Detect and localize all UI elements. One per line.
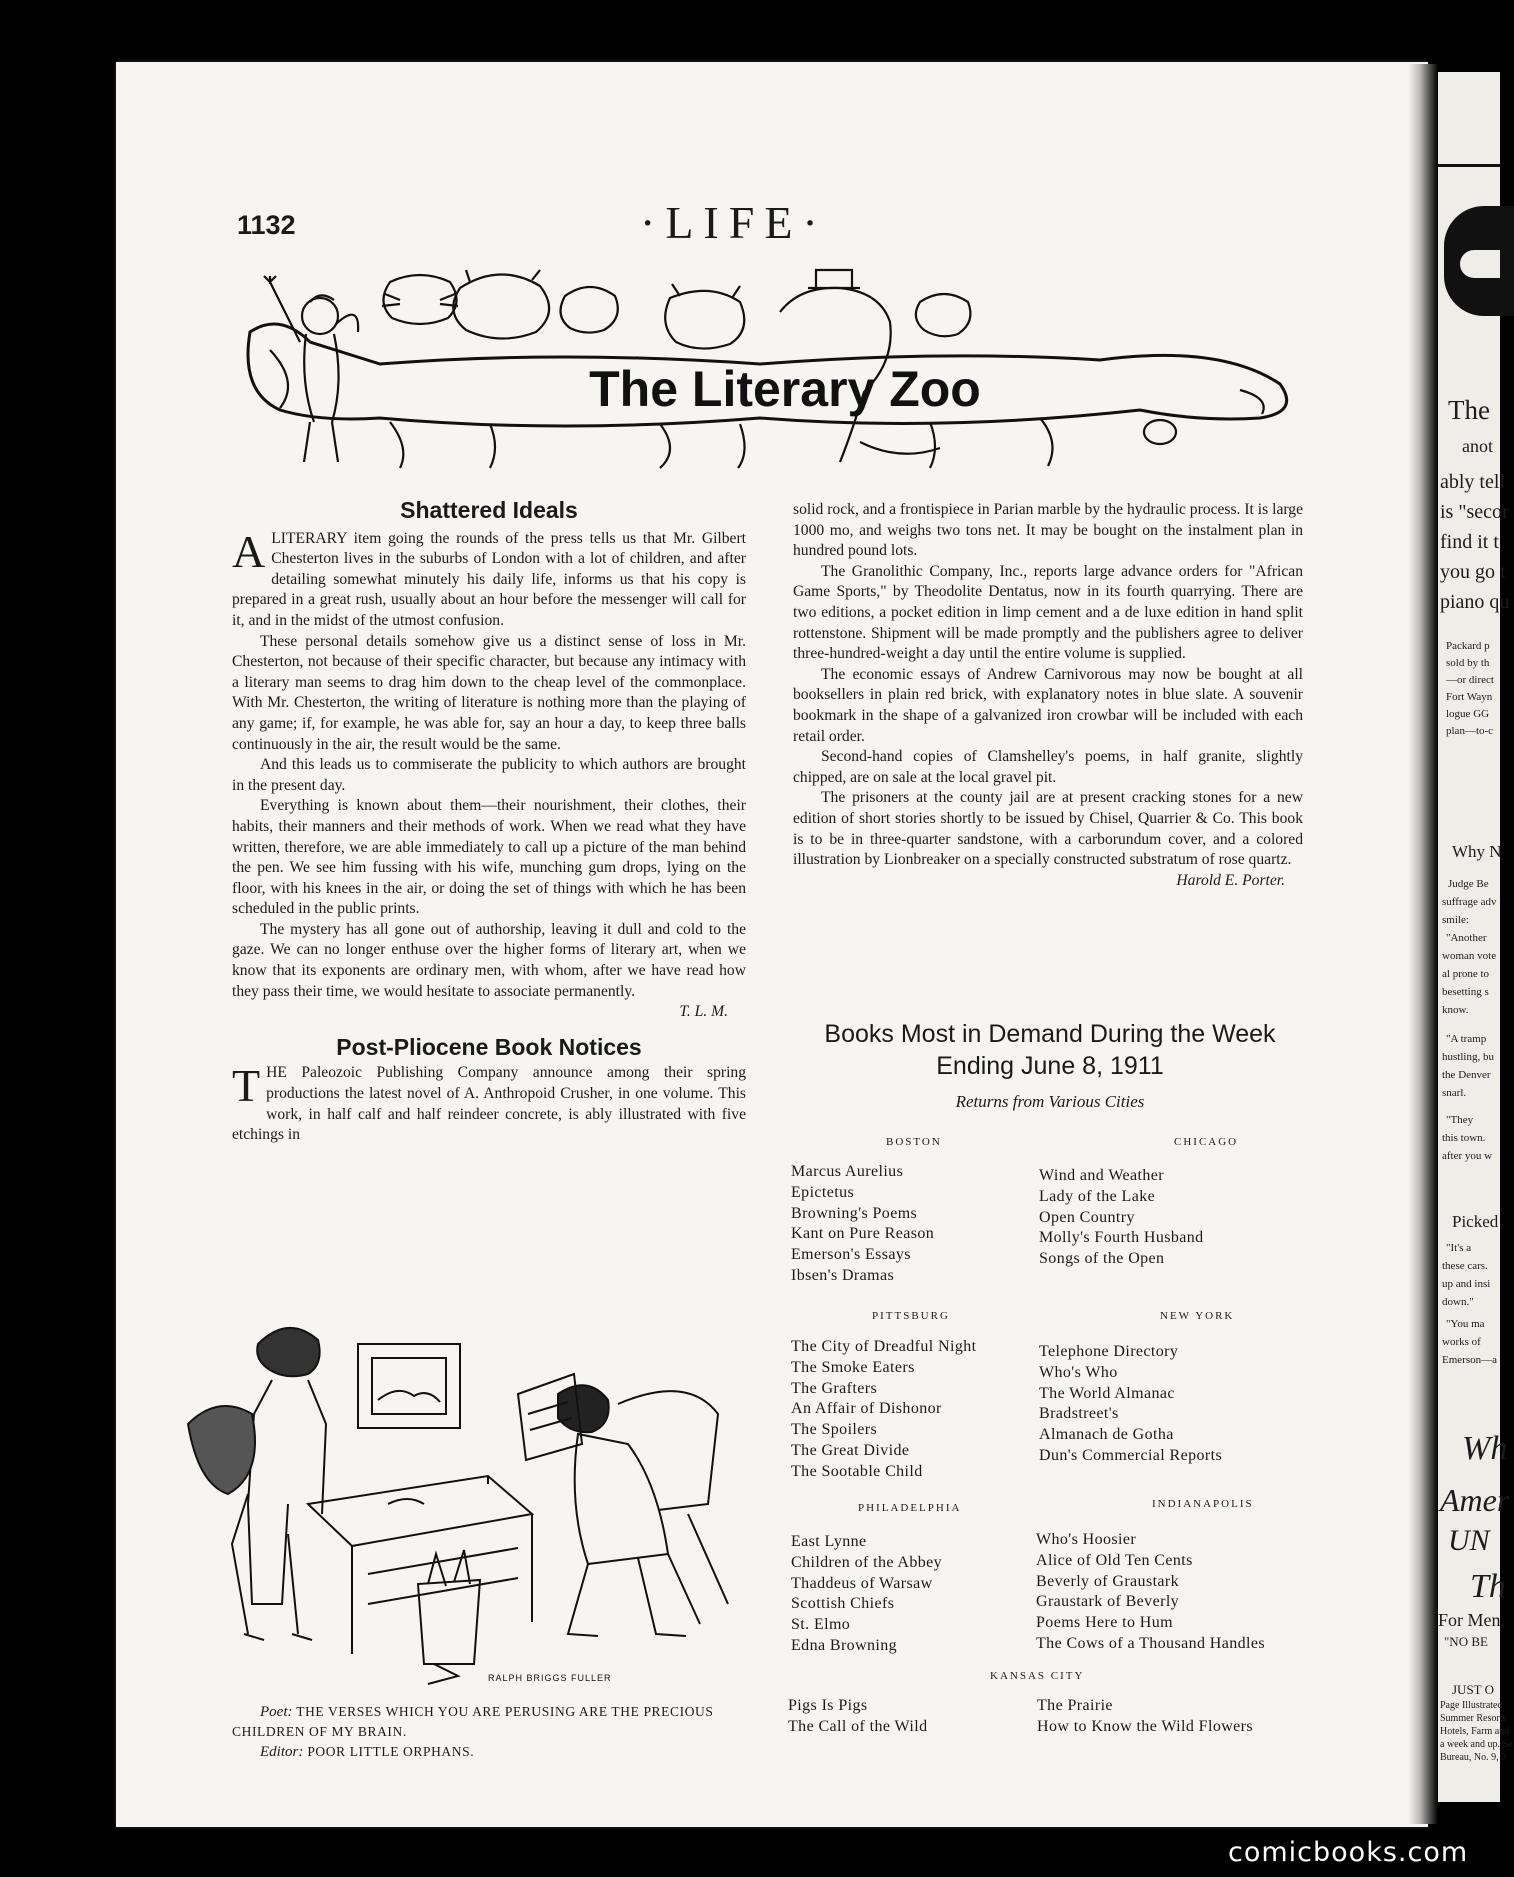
facing-page-fragment: works of — [1442, 1336, 1481, 1348]
book-list — [1039, 1166, 1204, 1270]
book-title: The Smoke Eaters — [791, 1358, 915, 1376]
caption-speaker: Poet: — [260, 1704, 293, 1720]
book-title: The Sootable Child — [791, 1462, 923, 1480]
facing-page-fragment: you go t — [1440, 561, 1506, 583]
caption-line: THE VERSES WHICH YOU ARE PERUSING ARE THE PRECIOUS CHILDREN OF MY BRAIN. — [232, 1704, 714, 1739]
book-title: The Call of the Wild — [788, 1717, 928, 1735]
masthead: ·LIFE· — [640, 197, 828, 248]
book-title: Molly's Fourth Husband — [1039, 1229, 1204, 1247]
book-title: Wind and Weather — [1039, 1167, 1165, 1184]
literary-zoo-banner — [240, 272, 1300, 486]
facing-page-fragment: up and insi — [1442, 1278, 1491, 1290]
facing-page-fragment: Page Illustrated — [1440, 1700, 1503, 1711]
city-heading: NEW YORK — [1160, 1310, 1235, 1322]
book-title: Emerson's Essays — [791, 1246, 911, 1264]
facing-page-fragment: Th — [1470, 1568, 1506, 1605]
book-title: Beverly of Graustark — [1036, 1572, 1180, 1590]
books-title-line: Books Most in Demand During the Week — [824, 1020, 1276, 1048]
book-title: Dun's Commercial Reports — [1039, 1446, 1223, 1464]
facing-page-fragment: For Men, — [1438, 1610, 1505, 1630]
book-title: Lady of the Lake — [1039, 1187, 1156, 1205]
facing-page-fragment: down." — [1442, 1296, 1474, 1308]
book-title: Marcus Aurelius — [791, 1163, 904, 1180]
book-title: Bradstreet's — [1039, 1405, 1119, 1423]
facing-page-fragment: Summer Resorts — [1440, 1713, 1507, 1724]
facing-page-fragment: "You ma — [1446, 1318, 1485, 1330]
facing-page-fragment: plan—to-c — [1446, 725, 1494, 737]
article-title: Shattered Ideals — [400, 497, 578, 523]
book-list — [791, 1162, 934, 1287]
facing-page-fragment: Emerson—a — [1442, 1354, 1497, 1366]
book-title: The City of Dreadful Night — [791, 1338, 977, 1355]
book-title: Children of the Abbey — [791, 1553, 943, 1571]
book-title: An Affair of Dishonor — [791, 1400, 942, 1418]
paragraph: The mystery has all gone out of authorship, leaving it dull and cold to the gaze. We can no longer enthuse over the higher forms of literary art, when we know that its exponents are ordinary men, with whom, after we have read how they pass their time, we would hesitate to associate permanently. — [232, 920, 746, 1000]
drop-cap: T — [232, 1060, 261, 1112]
facing-page-fragment: Bureau, No. 9, 3 — [1440, 1752, 1507, 1763]
book-title: Who's Hoosier — [1036, 1531, 1137, 1548]
facing-page-fragment: is "secor — [1440, 501, 1509, 523]
book-title: Open Country — [1039, 1208, 1135, 1226]
article-shattered-ideals — [232, 497, 746, 1146]
facing-page-fragment: —or direct — [1446, 674, 1494, 686]
book-title: The World Almanac — [1039, 1384, 1175, 1402]
facing-page-fragment: these cars. — [1442, 1260, 1488, 1272]
book-list — [791, 1532, 942, 1657]
facing-page-fragment: Fort Wayn — [1446, 691, 1493, 703]
facing-page-fragment: sold by th — [1446, 657, 1490, 669]
book-title: Poems Here to Hum — [1036, 1614, 1174, 1632]
facing-page-fragment: suffrage adv — [1442, 896, 1497, 908]
book-title: Alice of Old Ten Cents — [1036, 1551, 1193, 1569]
facing-page-fragment: smile: — [1442, 914, 1469, 926]
author-signature: Harold E. Porter. — [1176, 871, 1285, 889]
paragraph: These personal details somehow give us a distinct sense of loss in Mr. Chesterton, not because of their specific character, but because any intimacy with a literary man seems to drag him down to the cheap level of the commonplace. With Mr. Chesterton, the writing of literature is nothing more than the playing of any game; if, for example, he was able for, say an hour a day, to keep three balls continuously in the air, the result would be the same. — [232, 632, 746, 753]
book-title: Thaddeus of Warsaw — [791, 1574, 933, 1592]
paragraph: HE Paleozoic Publishing Company announce among their spring productions the latest novel of A. Anthropoid Crusher, in one volume. This work, in half calf and half reindeer concrete, is ably illustrated with five etchings in — [232, 1064, 746, 1144]
drop-cap: A — [232, 525, 266, 577]
book-title: Songs of the Open — [1039, 1250, 1165, 1268]
facing-page-fragment: piano qu — [1440, 591, 1510, 613]
books-subtitle: Returns from Various Cities — [955, 1092, 1145, 1111]
book-title: Graustark of Beverly — [1036, 1593, 1180, 1611]
book-title: The Grafters — [791, 1379, 878, 1397]
facing-page-fragment: "NO BE — [1444, 1634, 1488, 1649]
facing-page-fragment: hustling, bu — [1442, 1051, 1494, 1063]
cartoon-caption — [232, 1702, 744, 1762]
paragraph: solid rock, and a frontispiece in Parian marble by the hydraulic process. It is large 1000 mo, and weighs two tons net. It may be bought on the instalment plan in hundred pound lots. — [793, 501, 1303, 560]
facing-page-fragment: Why N — [1452, 842, 1502, 861]
book-title: The Spoilers — [791, 1421, 878, 1439]
page-number: 1132 — [237, 210, 296, 240]
book-title: Edna Browning — [791, 1636, 898, 1654]
facing-page-fragment: "They — [1446, 1114, 1474, 1126]
facing-page-fragment: al prone to — [1442, 968, 1490, 980]
facing-page-fragment: after you w — [1442, 1150, 1493, 1162]
facing-page-fragment: find it t — [1440, 531, 1499, 553]
author-signature: T. L. M. — [679, 1003, 728, 1021]
facing-page-fragment: ably tell — [1440, 471, 1505, 493]
book-title: Ibsen's Dramas — [791, 1266, 895, 1284]
book-title: Epictetus — [791, 1183, 855, 1201]
caption-line: POOR LITTLE ORPHANS. — [307, 1744, 475, 1759]
book-title: How to Know the Wild Flowers — [1037, 1717, 1254, 1735]
facing-page-fragment: Hotels, Farm and — [1440, 1726, 1510, 1737]
caption-speaker: Editor: — [260, 1744, 304, 1760]
facing-page-rule — [1438, 164, 1500, 167]
facing-page-fragment: UN — [1448, 1524, 1490, 1557]
article-book-notices-continued — [793, 500, 1303, 891]
facing-page-fragment: "It's a — [1446, 1242, 1472, 1254]
facing-page-fragment: woman vote — [1442, 950, 1497, 962]
facing-page-fragment: Wh — [1462, 1430, 1508, 1467]
city-heading: INDIANAPOLIS — [1152, 1498, 1254, 1510]
city-heading: CHICAGO — [1174, 1136, 1239, 1148]
book-title: Almanach de Gotha — [1039, 1426, 1174, 1444]
paragraph: Everything is known about them—their nourishment, their clothes, their habits, their manners and their methods of work. When we read what they have written, therefore, we are able immediately to call up a picture of the man behind the pen. We see him fussing with his wife, munching gum drops, lying on the floor, with his knees in the air, or doing the set of things with which he has been scheduled in the public prints. — [232, 797, 746, 918]
facing-page-fragment: The — [1448, 395, 1490, 425]
facing-page-fragment: "A tramp — [1446, 1033, 1487, 1045]
book-title: The Great Divide — [791, 1441, 910, 1459]
facing-page-fragment: JUST O — [1452, 1682, 1495, 1697]
ornament-inner-icon — [1460, 250, 1500, 278]
facing-page-fragment: "Another — [1446, 932, 1487, 944]
city-heading: PHILADELPHIA — [858, 1502, 962, 1514]
book-title: Who's Who — [1039, 1363, 1118, 1381]
city-heading: KANSAS CITY — [990, 1670, 1085, 1682]
site-watermark: comicbooks.com — [1228, 1837, 1469, 1868]
facing-page-fragment: a week and up. Se — [1440, 1739, 1513, 1750]
paragraph: LITERARY item going the rounds of the press tells us that Mr. Gilbert Chesterton lives in the suburbs of London with a lot of children, and after detailing somewhat minutely his daily life, informs us that his copy is prepared in a great rush, usually about an hour before the messenger will call for it, and in the midst of the utmost confusion. — [232, 529, 746, 629]
facing-page-fragment: this town. — [1442, 1132, 1486, 1144]
book-list — [1036, 1530, 1265, 1655]
books-title-line: Ending June 8, 1911 — [936, 1052, 1164, 1080]
facing-page-fragment: know. — [1442, 1004, 1469, 1016]
book-title: Browning's Poems — [791, 1204, 918, 1222]
facing-page-fragment: the Denver — [1442, 1069, 1491, 1081]
facing-page-fragment: Packard p — [1446, 640, 1490, 652]
facing-page-fragment: logue GG — [1446, 708, 1490, 720]
paragraph: The prisoners at the county jail are at present cracking stones for a new edition of short stories shortly to be issued by Chisel, Quarrier & Co. This book is to be in three-quarter sandstone, with a carborundum cover, and a colored illustration by Lionbreaker on a specially constructed substratum of rose quartz. — [793, 789, 1303, 869]
banner-title: The Literary Zoo — [589, 361, 981, 417]
book-title: Telephone Directory — [1039, 1343, 1179, 1360]
facing-page-fragment: snarl. — [1442, 1087, 1467, 1099]
facing-page-fragment: anot — [1462, 436, 1493, 456]
paragraph: And this leads us to commiserate the publicity to which authors are brought in the present day. — [232, 756, 746, 794]
book-title: The Prairie — [1037, 1697, 1113, 1714]
city-heading: PITTSBURG — [872, 1310, 950, 1322]
paragraph: The economic essays of Andrew Carnivorous may now be bought at all booksellers in plain red brick, with explanatory notes in blue slate. A souvenir bookmark in the shape of a galvanized iron crowbar will be included with each retail order. — [793, 665, 1303, 745]
book-list — [1037, 1696, 1253, 1738]
book-list — [791, 1337, 976, 1483]
editor-cartoon — [188, 1304, 758, 1694]
book-title: Scottish Chiefs — [791, 1595, 895, 1613]
book-title: Kant on Pure Reason — [791, 1225, 935, 1243]
facing-page-fragment: Amer — [1440, 1482, 1510, 1518]
paragraph: Second-hand copies of Clamshelley's poems, in half granite, slightly chipped, are on sale at the local gravel pit. — [793, 748, 1303, 786]
facing-page-fragment: besetting s — [1442, 986, 1489, 998]
book-title: St. Elmo — [791, 1616, 851, 1634]
books-heading — [790, 1018, 1310, 1082]
artist-signature: RALPH BRIGGS FULLER — [488, 1673, 612, 1683]
book-list — [1039, 1342, 1222, 1467]
facing-page-fragment: Judge Be — [1448, 878, 1489, 890]
page-gutter — [1408, 64, 1438, 1824]
city-heading: BOSTON — [886, 1136, 942, 1148]
book-title: The Cows of a Thousand Handles — [1036, 1634, 1265, 1652]
book-list — [788, 1696, 927, 1738]
facing-page-fragment: Picked — [1452, 1212, 1499, 1231]
book-title: Pigs Is Pigs — [788, 1697, 868, 1714]
article-title: Post-Pliocene Book Notices — [336, 1033, 642, 1060]
paragraph: The Granolithic Company, Inc., reports large advance orders for "African Game Sports," by Theodolite Dentatus, now in its fourth quarrying. There are two editions, a pocket edition in limp cement and a de luxe edition in hand split rottenstone. Shipment will be made promptly and the publishers agree to deliver three-hundred-weight a day until the entire volume is supplied. — [793, 562, 1303, 663]
book-title: East Lynne — [791, 1533, 867, 1550]
